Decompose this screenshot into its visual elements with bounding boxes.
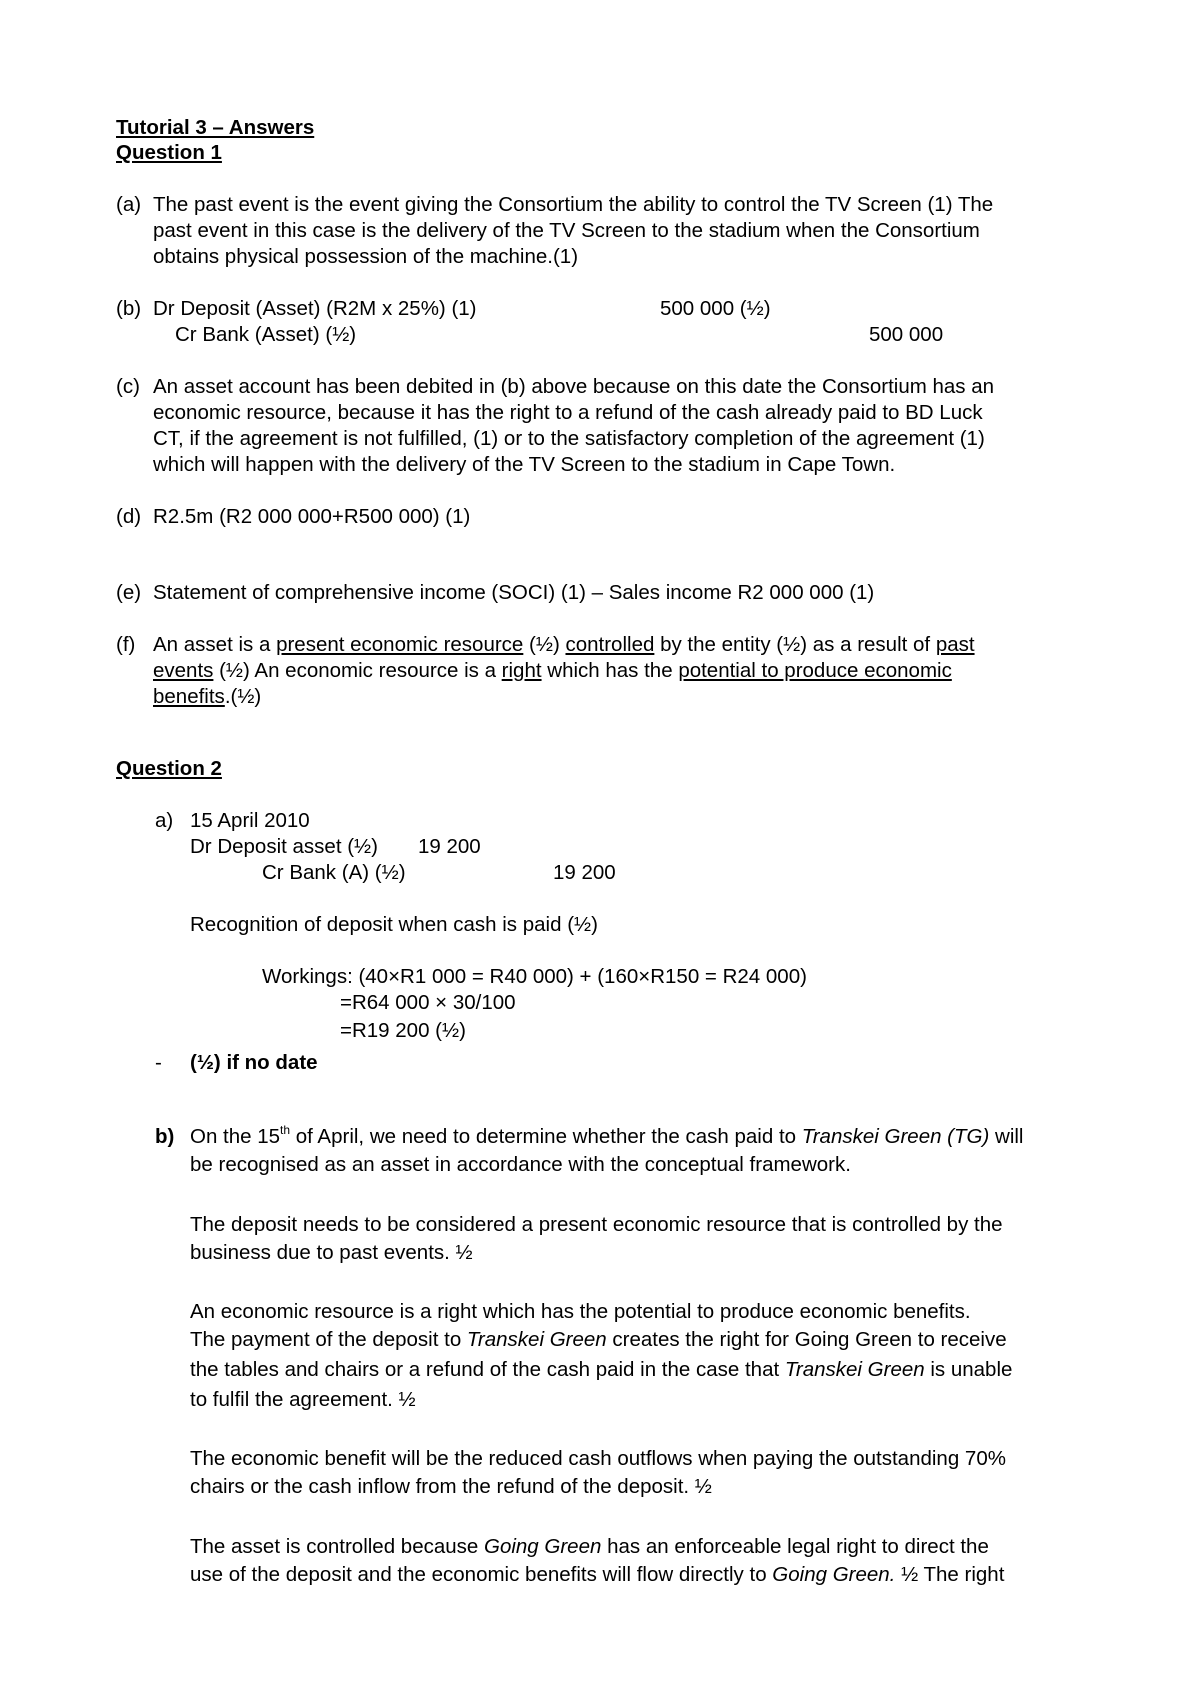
q1-e-text: Statement of comprehensive income (SOCI) (1) – Sales income R2 000 000 (1) (153, 581, 875, 604)
q1-a-label: (a) (116, 193, 142, 216)
q1-d-text: R2.5m (R2 000 000+R500 000) (1) (153, 505, 471, 528)
q2-b-para-3-line-1: An economic resource is a right which has the potential to produce economic benefits. (190, 1300, 971, 1323)
q2-b-para-1-line-1: On the 15th of April, we need to determine whether the cash paid to Transkei Green (TG) will (190, 1123, 1024, 1148)
q1-a-line: past event in this case is the delivery of the TV Screen to the stadium when the Consortium (153, 219, 980, 242)
q2-b-para-3-line-4: to fulfil the agreement. ½ (190, 1388, 416, 1411)
q2-a-credit-amount: 19 200 (553, 861, 616, 884)
q2-a-label: a) (155, 809, 174, 832)
q2-a-debit-amount: 19 200 (418, 835, 481, 858)
q2-b-para-4-line: The economic benefit will be the reduced cash outflows when paying the outstanding 70% (190, 1447, 1006, 1470)
q1-b-label: (b) (116, 297, 142, 320)
q2-b-para-1-line-2: be recognised as an asset in accordance with the conceptual framework. (190, 1153, 851, 1176)
q2-b-para-3-line-2: The payment of the deposit to Transkei Green creates the right for Going Green to receive (190, 1328, 1007, 1351)
q2-b-label: b) (155, 1125, 175, 1148)
question-1-heading: Question 1 (116, 141, 222, 164)
q1-a-line: The past event is the event giving the Consortium the ability to control the TV Screen (1) The (153, 193, 994, 216)
q2-a-bullet-dash: - (155, 1051, 162, 1074)
q1-c-line: An asset account has been debited in (b) above because on this date the Consortium has an (153, 375, 995, 398)
q2-a-recognition: Recognition of deposit when cash is paid (½) (190, 913, 598, 936)
q2-a-workings-line: =R64 000 × 30/100 (340, 991, 516, 1014)
q2-b-para-5-line-1: The asset is controlled because Going Green has an enforceable legal right to direct the (190, 1535, 989, 1558)
q1-d-label: (d) (116, 505, 142, 528)
q2-a-credit-entry: Cr Bank (A) (½) (262, 861, 406, 884)
q1-c-line: which will happen with the delivery of the TV Screen to the stadium in Cape Town. (153, 453, 896, 476)
q2-a-workings-line: =R19 200 (½) (340, 1019, 466, 1042)
q1-a-line: obtains physical possession of the machine.(1) (153, 245, 579, 268)
q2-a-date: 15 April 2010 (190, 809, 310, 832)
q1-f-line-2: events (½) An economic resource is a right which has the potential to produce economic (153, 659, 952, 682)
question-2-heading: Question 2 (116, 757, 222, 780)
q2-b-para-2-line: business due to past events. ½ (190, 1241, 473, 1264)
q1-f-line-1: An asset is a present economic resource (½) controlled by the entity (½) as a result of past (153, 633, 975, 656)
q1-b-credit-entry: Cr Bank (Asset) (½) (175, 323, 357, 346)
q1-c-line: economic resource, because it has the right to a refund of the cash already paid to BD Luck (153, 401, 983, 424)
q2-b-para-3-line-3: the tables and chairs or a refund of the cash paid in the case that Transkei Green is unable (190, 1358, 1013, 1381)
q1-b-debit-amount: 500 000 (½) (660, 297, 771, 320)
q1-c-line: CT, if the agreement is not fulfilled, (1) or to the satisfactory completion of the agreement (1) (153, 427, 985, 450)
q2-b-para-5-line-2: use of the deposit and the economic benefits will flow directly to Going Green. ½ The right (190, 1563, 1005, 1586)
q2-a-workings-line: Workings: (40×R1 000 = R40 000) + (160×R150 = R24 000) (262, 965, 807, 988)
q1-e-label: (e) (116, 581, 142, 604)
q1-b-debit-entry: Dr Deposit (Asset) (R2M x 25%) (1) (153, 297, 477, 320)
document-title: Tutorial 3 – Answers (116, 116, 315, 139)
q2-b-para-2-line: The deposit needs to be considered a present economic resource that is controlled by the (190, 1213, 1003, 1236)
q2-b-para-4-line: chairs or the cash inflow from the refund of the deposit. ½ (190, 1475, 712, 1498)
q1-b-credit-amount: 500 000 (869, 323, 944, 346)
q1-f-line-3: benefits.(½) (153, 685, 262, 708)
q2-a-debit-entry: Dr Deposit asset (½) (190, 835, 378, 858)
q1-c-label: (c) (116, 375, 140, 398)
q2-a-no-date-note: (½) if no date (190, 1051, 318, 1074)
q1-f-label: (f) (116, 633, 136, 656)
